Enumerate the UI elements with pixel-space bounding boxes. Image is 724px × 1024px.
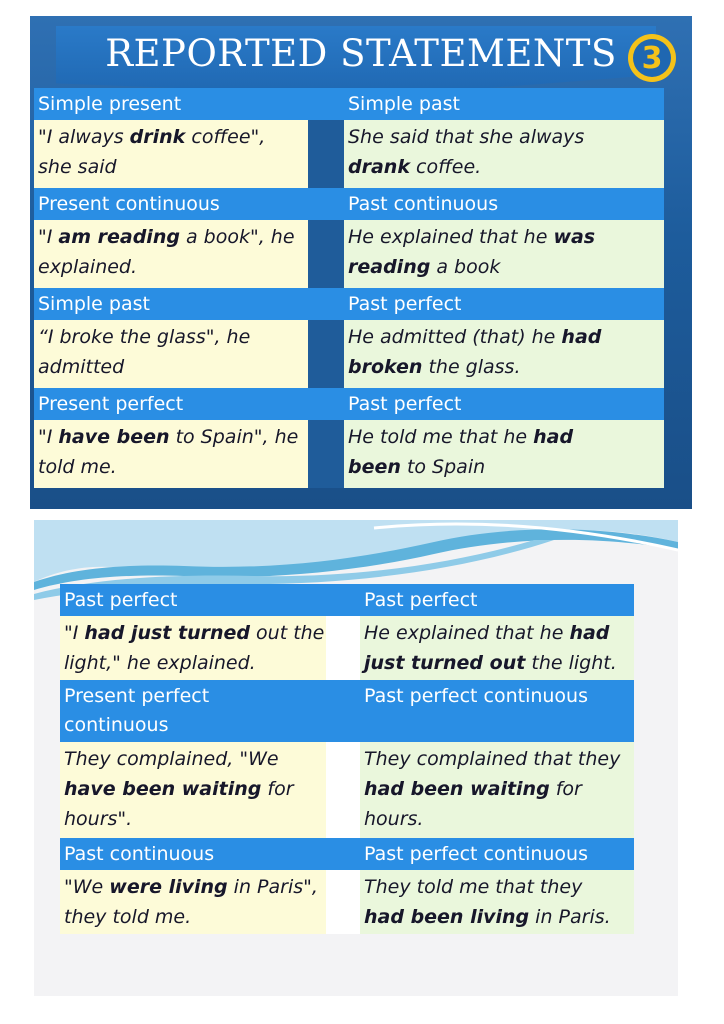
direct-tense-header: Simple present: [38, 93, 182, 115]
reported-tense-header: Past perfect: [348, 293, 462, 315]
text: He explained that he: [348, 226, 554, 248]
tense-table-1: [34, 88, 664, 488]
column-gap: [308, 420, 344, 488]
verb-highlight: had been living: [364, 906, 530, 928]
table-row: [60, 616, 634, 680]
text: to Spain: [400, 456, 486, 478]
column-gap: [326, 838, 360, 870]
text: "I: [38, 226, 59, 248]
page-title: REPORTED STATEMENTS: [105, 32, 617, 75]
reported-tense-header: Past perfect continuous: [364, 843, 589, 865]
reported-speech-cell: [360, 742, 634, 838]
direct-speech-cell: [34, 220, 308, 288]
column-gap: [326, 584, 360, 616]
verb-highlight: had been waiting: [364, 778, 550, 800]
text: Present perfect: [64, 685, 210, 707]
table-row: [34, 320, 664, 388]
text: admitted: [38, 356, 125, 378]
text: the light.: [525, 652, 617, 674]
reported-speech-cell: [360, 616, 634, 680]
text: "I: [64, 622, 85, 644]
table-row: [34, 420, 664, 488]
text: in Paris.: [529, 906, 611, 928]
direct-speech-cell: [34, 120, 308, 188]
column-gap: [308, 320, 344, 388]
text: “I broke the glass", he: [38, 326, 251, 348]
text: explained.: [38, 256, 138, 278]
text: hours.: [364, 808, 424, 830]
verb-highlight: reading: [348, 256, 431, 278]
column-gap: [308, 120, 344, 188]
reported-tense-header: Past perfect: [348, 393, 462, 415]
direct-speech-cell: [60, 742, 326, 838]
column-gap: [308, 88, 344, 120]
text: the glass.: [422, 356, 521, 378]
table-row: [60, 742, 634, 838]
direct-tense-header: Past perfect: [64, 589, 178, 611]
table-header-row: [60, 838, 634, 870]
text: He explained that he: [364, 622, 570, 644]
text: They complained, "We: [64, 748, 279, 770]
reported-speech-cell: [360, 870, 634, 934]
direct-speech-cell: [34, 420, 308, 488]
number-badge: [628, 34, 676, 82]
column-gap: [308, 188, 344, 220]
text: coffee",: [185, 126, 266, 148]
column-gap: [308, 388, 344, 420]
verb-highlight: had: [561, 326, 602, 348]
direct-tense-header: Present continuous: [38, 193, 220, 215]
text: They told me that they: [364, 876, 583, 898]
direct-tense-header: [60, 680, 326, 742]
text: for: [549, 778, 582, 800]
text: She said that she always: [348, 126, 585, 148]
text: continuous: [64, 714, 169, 736]
reported-tense-header: Past continuous: [348, 193, 499, 215]
text: They complained that they: [364, 748, 621, 770]
verb-highlight: have been: [58, 426, 170, 448]
column-gap: [326, 680, 360, 742]
table-header-row: [34, 88, 664, 120]
verb-highlight: had: [533, 426, 574, 448]
verb-highlight: was: [553, 226, 596, 248]
text: "I: [38, 426, 59, 448]
table-row: [60, 870, 634, 934]
column-gap: [326, 742, 360, 838]
verb-highlight: drink: [129, 126, 186, 148]
verb-highlight: am reading: [58, 226, 180, 248]
verb-highlight: had: [569, 622, 610, 644]
verb-highlight: were living: [109, 876, 228, 898]
reported-speech-cell: [344, 320, 664, 388]
table-header-row: [60, 680, 634, 742]
text: told me.: [38, 456, 117, 478]
verb-highlight: just turned out: [364, 652, 526, 674]
table-row: [34, 120, 664, 188]
text: in Paris",: [227, 876, 318, 898]
tense-table-2: [60, 584, 634, 934]
text: coffee.: [409, 156, 482, 178]
verb-highlight: broken: [348, 356, 423, 378]
verb-highlight: drank: [348, 156, 410, 178]
reported-tense-header: Past perfect continuous: [364, 685, 589, 707]
text: light," he explained.: [64, 652, 256, 674]
column-gap: [326, 870, 360, 934]
text: for: [261, 778, 294, 800]
direct-tense-header: Present perfect: [38, 393, 184, 415]
verb-highlight: been: [348, 456, 401, 478]
text: to Spain", he: [169, 426, 299, 448]
column-gap: [308, 288, 344, 320]
text: hours".: [64, 808, 133, 830]
reported-tense-header: Simple past: [348, 93, 460, 115]
direct-speech-cell: [34, 320, 308, 388]
reported-tense-header: Past perfect: [364, 589, 478, 611]
table-header-row: [34, 188, 664, 220]
direct-speech-cell: [60, 870, 326, 934]
column-gap: [326, 616, 360, 680]
text: she said: [38, 156, 117, 178]
reported-speech-cell: [344, 120, 664, 188]
text: a book: [430, 256, 501, 278]
direct-tense-header: Past continuous: [64, 843, 215, 865]
verb-highlight: had just turned: [84, 622, 250, 644]
text: "We: [64, 876, 110, 898]
text: a book", he: [179, 226, 295, 248]
table-row: [34, 220, 664, 288]
column-gap: [308, 220, 344, 288]
reported-speech-cell: [344, 420, 664, 488]
text: He admitted (that) he: [348, 326, 562, 348]
direct-speech-cell: [60, 616, 326, 680]
table-header-row: [34, 288, 664, 320]
verb-highlight: have been waiting: [64, 778, 262, 800]
table-header-row: [34, 388, 664, 420]
reported-speech-cell: [344, 220, 664, 288]
text: they told me.: [64, 906, 192, 928]
direct-tense-header: Simple past: [38, 293, 150, 315]
badge-number: 3: [633, 39, 671, 77]
text: out the: [250, 622, 325, 644]
table-header-row: [60, 584, 634, 616]
text: He told me that he: [348, 426, 534, 448]
text: "I always: [38, 126, 130, 148]
